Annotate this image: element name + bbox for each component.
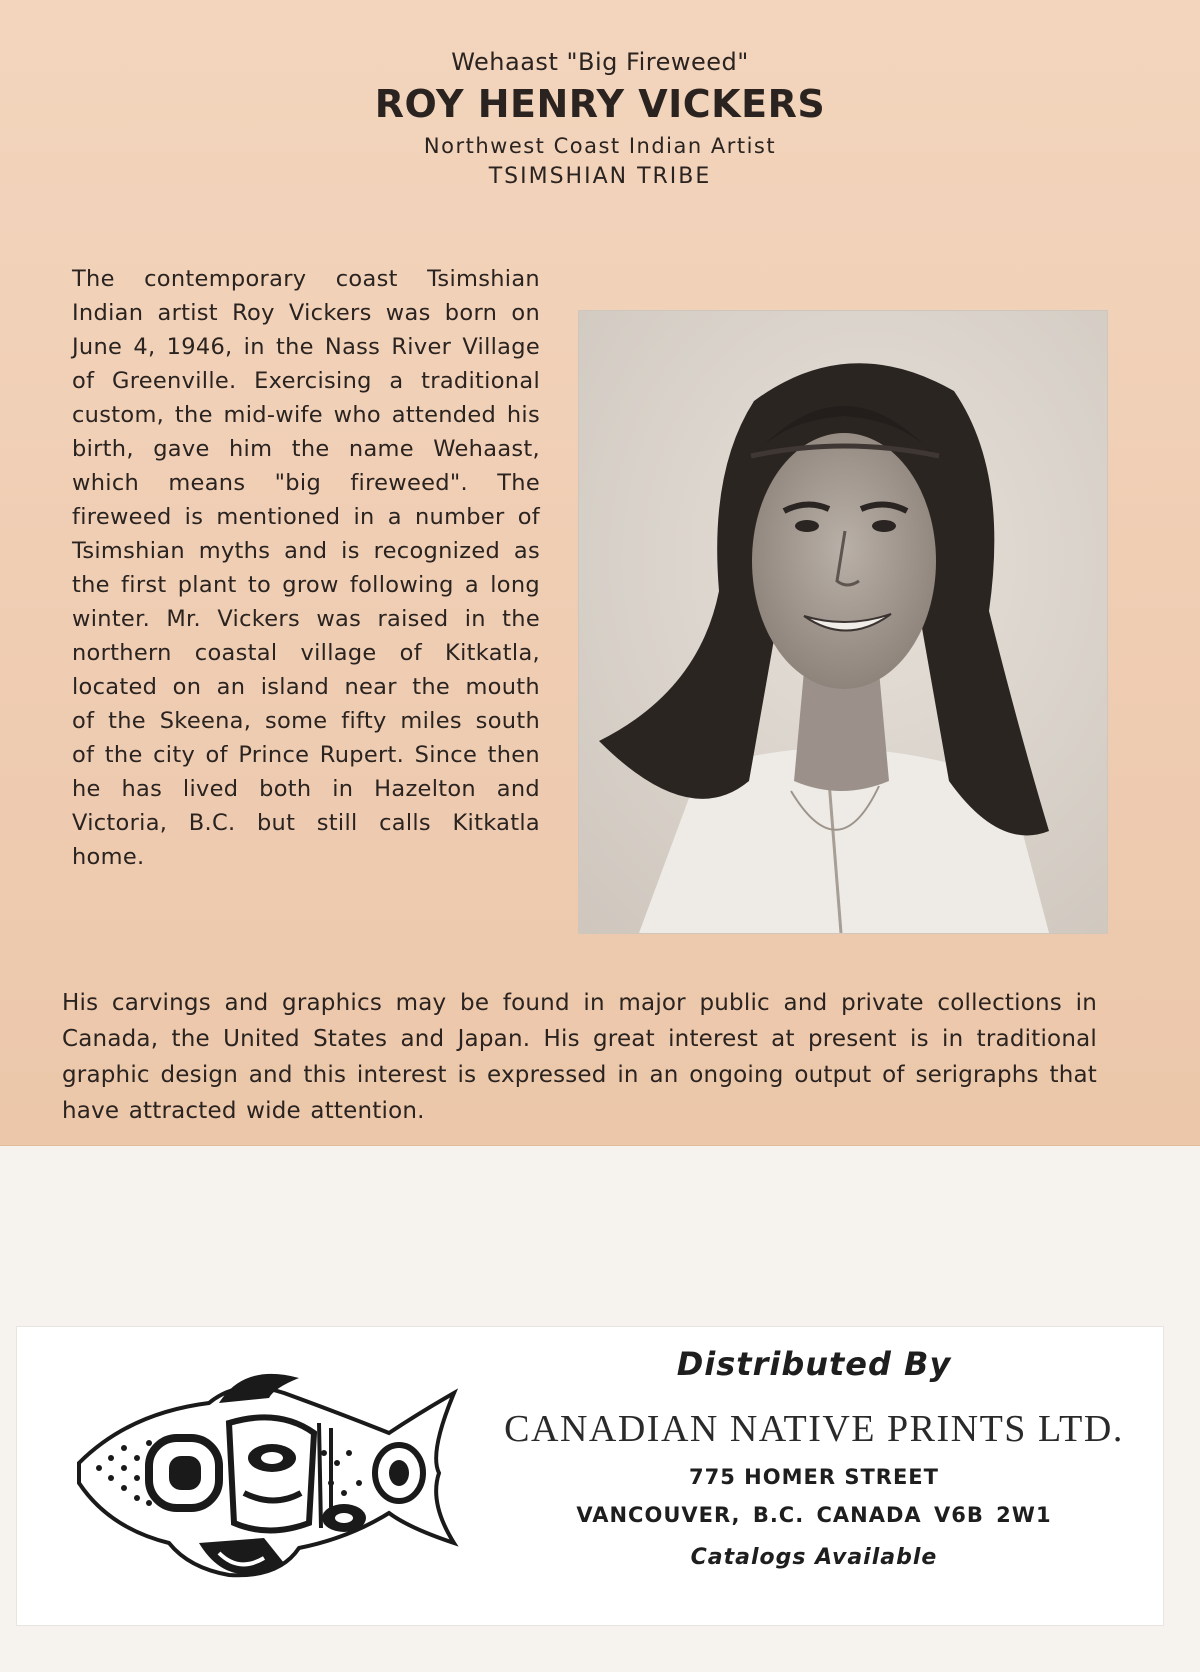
catalogs-note: Catalogs Available — [690, 1545, 938, 1570]
distributor-city: VANCOUVER, B.C. CANADA V6B 2W1 — [576, 1503, 1052, 1527]
distributed-by-label: Distributed By — [676, 1345, 952, 1383]
artist-tribe: TSIMSHIAN TRIBE — [488, 164, 712, 189]
distributor-info — [469, 1345, 1159, 1570]
artist-nickname: Wehaast "Big Fireweed" — [451, 48, 749, 76]
distributor-address: 775 HOMER STREET — [689, 1465, 939, 1489]
portrait-photo — [578, 310, 1108, 934]
artist-name: ROY HENRY VICKERS — [374, 82, 826, 126]
bio-paragraph-1: The contemporary coast Tsimshian Indian artist Roy Vickers was born on June 4, 1946, in the Nass River Village of Greenville. Exercising a traditional custom, the mid-wife who attended his birth, gave him the name Wehaast, which means "big fireweed". The fireweed is mentioned in a number of Tsimshian myths and is recognized as the first plant to grow following a long winter. Mr. Vickers was raised in the northern coastal village of Kitkatla, located on an island near the mouth of the Skeena, some fifty miles south of the city of Prince Rupert. Since then he has lived both in Hazelton and Victoria, B.C. but still calls Kitkatla home. — [72, 266, 540, 870]
distributor-company: CANADIAN NATIVE PRINTS LTD. — [504, 1408, 1124, 1450]
artist-header — [0, 48, 1200, 189]
artist-subtitle: Northwest Coast Indian Artist — [423, 134, 777, 158]
formline-salmon-icon — [69, 1353, 464, 1593]
bio-paragraph-2: His carvings and graphics may be found in major public and private collections in Canada, the United States and Japan. His great interest at present is in traditional graphic design and this interest is expressed in an ongoing output of serigraphs that have attracted wide attention. — [62, 990, 1097, 1124]
distributor-card — [16, 1326, 1164, 1626]
